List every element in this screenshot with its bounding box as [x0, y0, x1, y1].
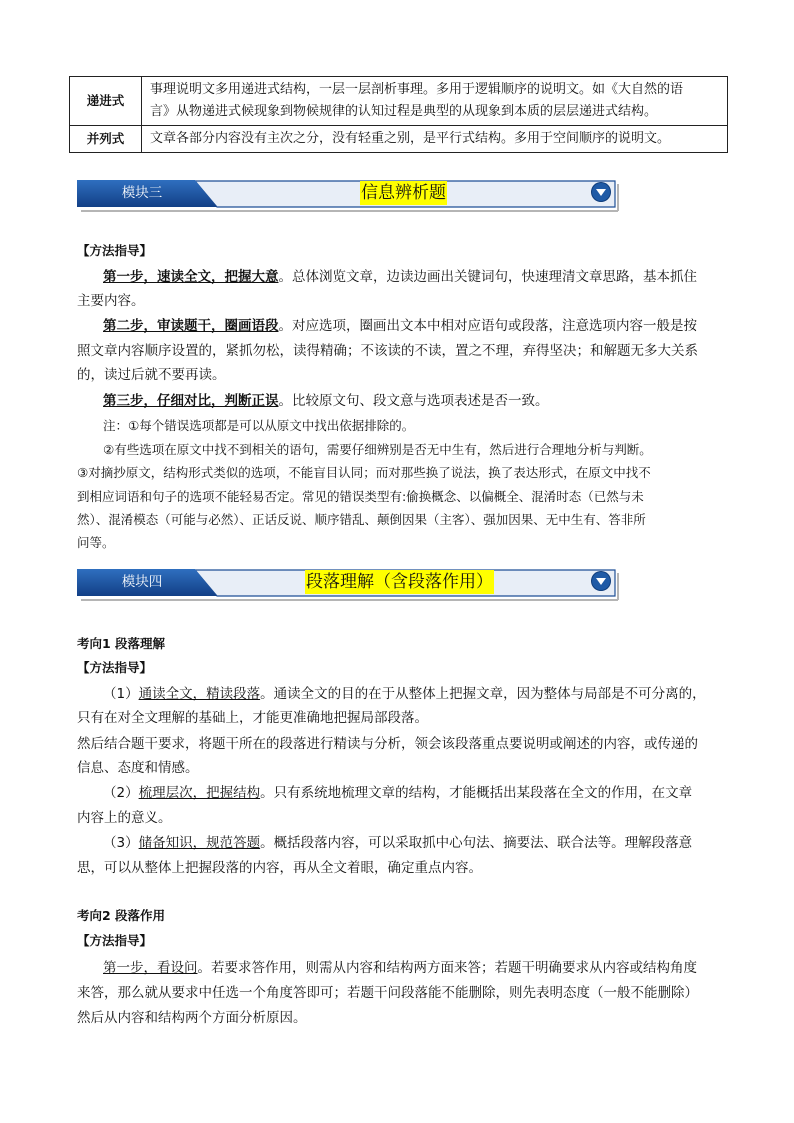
step2-lead: 第二步，审读题干，圈画语段 [103, 318, 279, 334]
step2-line [103, 314, 697, 338]
q1-line3: 然后从内容和结构两个方面分析原因。 [77, 1010, 307, 1026]
module3-label: 模块三 [121, 185, 163, 201]
row-head: 并列式 [70, 126, 142, 153]
step2-line3: 的，读过后就不要再读。 [77, 367, 226, 383]
p1-line4: 信息、态度和情感。 [77, 760, 199, 776]
p2-line [103, 781, 692, 805]
p1-lead: （1） [103, 686, 139, 702]
p1-line [103, 682, 706, 706]
p1-underline: 通读全文，精读段落 [138, 686, 261, 702]
note-line2: ②有些选项在原文中找不到相关的语句，需要仔细辨别是否无中生有，然后进行合理地分析与判断。 [103, 442, 652, 457]
note-line4: 到相应词语和句子的选项不能轻易否定。常见的错误类型有:偷换概念、以偏概全、混淆时态（已然与未 [77, 489, 644, 504]
p3-underline: 储备知识，规范答题 [138, 835, 261, 851]
structure-table [69, 76, 728, 153]
step2-text: 。对应选项，圈画出文本中相对应语句或段落，注意选项内容一般是按 [278, 318, 697, 334]
p3-line2: 思，可以从整体上把握段落的内容，再从全文着眼，确定重点内容。 [77, 860, 482, 876]
p3-text: 。概括段落内容，可以采取抓中心句法、摘要法、联合法等。理解段落意 [260, 835, 693, 851]
q1-underline: 第一步，看设问 [103, 960, 198, 976]
row-content [142, 126, 728, 153]
step3-line [103, 389, 549, 413]
step3-lead: 第三步，仔细对比，判断正误 [103, 393, 279, 409]
row-content [142, 77, 728, 126]
note-line6: 问等。 [77, 535, 115, 550]
collapse-chevron-icon[interactable] [592, 183, 610, 201]
step1-line [103, 265, 697, 289]
module4-banner [77, 569, 617, 599]
step2-line2: 照文章内容顺序设置的，紧抓勿松，读得精确；不该读的不读，置之不理，弃得坚决；和解题无多大关系 [77, 343, 698, 359]
q1-text: 。若要求答作用，则需从内容和结构两方面来答；若题干明确要求从内容或结构角度 [197, 960, 697, 976]
row-line: 言》从物递进式候现象到物候规律的认知过程是典型的从现象到本质的层层递进式结构。 [150, 104, 658, 119]
table-row [70, 126, 728, 153]
note-line1: 注：①每个错误选项都是可以从原文中找出依据排除的。 [103, 418, 415, 433]
collapse-chevron-icon[interactable] [592, 572, 610, 590]
note-line5: 然）、混淆模态（可能与必然）、正话反说、顺序错乱、颠倒因果（主客）、强加因果、无中生有、答非所 [77, 512, 646, 527]
row-line: 事理说明文多用递进式结构，一层一层剖析事理。多用于逻辑顺序的说明文。如《大自然的语 [150, 82, 684, 97]
module4-title: 段落理解（含段落作用） [306, 572, 493, 592]
p2-lead: （2） [103, 785, 139, 801]
q1-line2: 来答，那么就从要求中任选一个角度答即可；若题干问段落能不能删除，则先表明态度（一般不能删除） [77, 985, 698, 1001]
step1-lead: 第一步，速读全文，把握大意 [103, 269, 279, 285]
method-heading: 【方法指导】 [77, 933, 153, 948]
step1-line2: 主要内容。 [77, 293, 145, 309]
method-heading: 【方法指导】 [77, 243, 153, 258]
row-line: 文章各部分内容没有主次之分，没有轻重之别，是平行式结构。多用于空间顺序的说明文。 [150, 131, 671, 146]
p2-line2: 内容上的意义。 [77, 810, 172, 826]
kao2-heading: 考向2 段落作用 [77, 908, 166, 923]
module3-title: 信息辨析题 [361, 183, 446, 203]
note-line3: ③对摘抄原文，结构形式类似的选项，不能盲目认同；而对那些换了说法，换了表达形式，在原文中找不 [77, 465, 651, 480]
module4-label: 模块四 [121, 574, 163, 590]
q1-line [103, 956, 697, 980]
p3-line [103, 831, 692, 855]
p1-line3: 然后结合题干要求，将题干所在的段落进行精读与分析，领会该段落重点要说明或阐述的内容，或传递的 [77, 736, 698, 752]
p2-text: 。只有系统地梳理文章的结构，才能概括出某段落在全文的作用，在文章 [260, 785, 693, 801]
table-row [70, 77, 728, 126]
module3-banner [77, 180, 617, 210]
p1-line2: 只有在对全文理解的基础上，才能更准确地把握局部段落。 [77, 710, 428, 726]
p2-underline: 梳理层次，把握结构 [138, 785, 261, 801]
step1-text: 。总体浏览文章，边读边画出关键词句，快速理清文章思路，基本抓住 [278, 269, 697, 285]
kao1-heading: 考向1 段落理解 [77, 636, 166, 651]
row-head: 递进式 [70, 77, 142, 126]
p1-text: 。通读全文的目的在于从整体上把握文章，因为整体与局部是不可分离的， [260, 686, 706, 702]
method-heading: 【方法指导】 [77, 660, 153, 675]
step3-text: 。比较原文句、段文意与选项表述是否一致。 [278, 393, 549, 409]
p3-lead: （3） [103, 835, 139, 851]
